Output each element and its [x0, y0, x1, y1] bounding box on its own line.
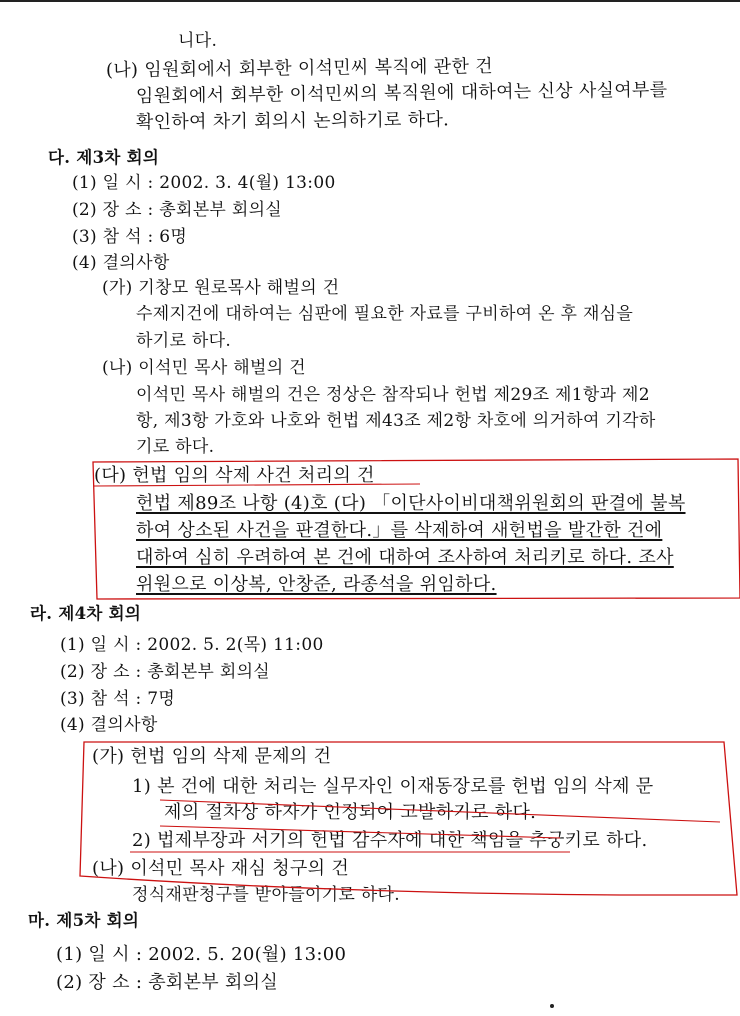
text-line: 기로 하다.: [136, 437, 215, 457]
text-line: 임원회에서 회부한 이석민씨의 복직원에 대하여는 신상 사실여부를: [135, 79, 668, 107]
text-line: 이석민 목사 해벌의 건은 정상은 참작되나 헌법 제29조 제1항과 제2: [136, 385, 650, 405]
meeting-date: (1) 일 시 : 2002. 5. 2(목) 11:00: [60, 635, 324, 655]
resolutions-heading: (4) 결의사항: [60, 715, 158, 735]
text-line: 수제지건에 대하여는 심판에 필요한 자료를 구비하여 온 후 재심을: [136, 304, 634, 324]
item-heading: (나) 임원회에서 회부한 이석민씨 복직에 관한 건: [105, 55, 493, 81]
section-heading: 라. 제4차 회의: [30, 604, 142, 623]
item-heading: (다) 헌법 임의 삭제 사건 처리의 건: [94, 465, 375, 486]
meeting-date: (1) 일 시 : 2002. 3. 4(월) 13:00: [72, 173, 336, 193]
meeting-date: (1) 일 시 : 2002. 5. 20(월) 13:00: [56, 944, 347, 965]
text-line: 제의 절차상 하자가 인정되어 고발하기로 하다.: [164, 802, 537, 823]
text-line: 니다.: [178, 31, 218, 51]
top-border-line: [0, 0, 740, 2]
meeting-place: (2) 장 소 : 총회본부 회의실: [56, 972, 279, 993]
ink-dot: [550, 1004, 554, 1008]
underlined-text-line: 하여 상소된 사건을 판결한다.」를 삭제하여 새헌법을 발간한 건에: [136, 520, 663, 541]
resolutions-heading: (4) 결의사항: [72, 253, 170, 273]
section-heading: 마. 제5차 회의: [28, 911, 140, 930]
item-heading: (가) 기창모 원로목사 해벌의 건: [102, 278, 340, 298]
text-line: 2) 법제부장과 서기의 헌법 감수자에 대한 책임을 추궁키로 하다.: [132, 830, 648, 851]
meeting-place: (2) 장 소 : 총회본부 회의실: [72, 200, 283, 220]
underlined-text-line: 헌법 제89조 나항 (4)호 (다) 「이단사이비대책위원회의 판결에 불복: [136, 493, 686, 514]
underlined-text-line: 대하여 심히 우려하여 본 건에 대하여 조사하여 처리키로 하다. 조사: [136, 547, 674, 568]
section-heading: 다. 제3차 회의: [48, 148, 160, 167]
meeting-place: (2) 장 소 : 총회본부 회의실: [60, 662, 271, 682]
text-line: 확인하여 차기 회의시 논의하기로 하다.: [135, 109, 450, 133]
item-heading: (나) 이석민 목사 재심 청구의 건: [92, 858, 350, 879]
text-line: 정식재판청구를 받아들이기로 하다.: [132, 885, 400, 905]
underlined-text-line: 위원으로 이상복, 안창준, 라종석을 위임하다.: [136, 574, 497, 595]
text-line: 하기로 하다.: [136, 331, 232, 351]
item-heading: (나) 이석민 목사 해벌의 건: [102, 358, 306, 378]
text-line: 1) 본 건에 대한 처리는 실무자인 이재동장로를 헌법 임의 삭제 문: [132, 776, 654, 797]
meeting-attendance: (3) 참 석 : 6명: [72, 227, 188, 247]
text-line: 항, 제3항 가호와 나호와 헌법 제43조 제2항 차호에 의거하여 기각하: [136, 411, 656, 431]
item-heading: (가) 헌법 임의 삭제 문제의 건: [92, 746, 332, 767]
meeting-attendance: (3) 참 석 : 7명: [60, 689, 176, 709]
